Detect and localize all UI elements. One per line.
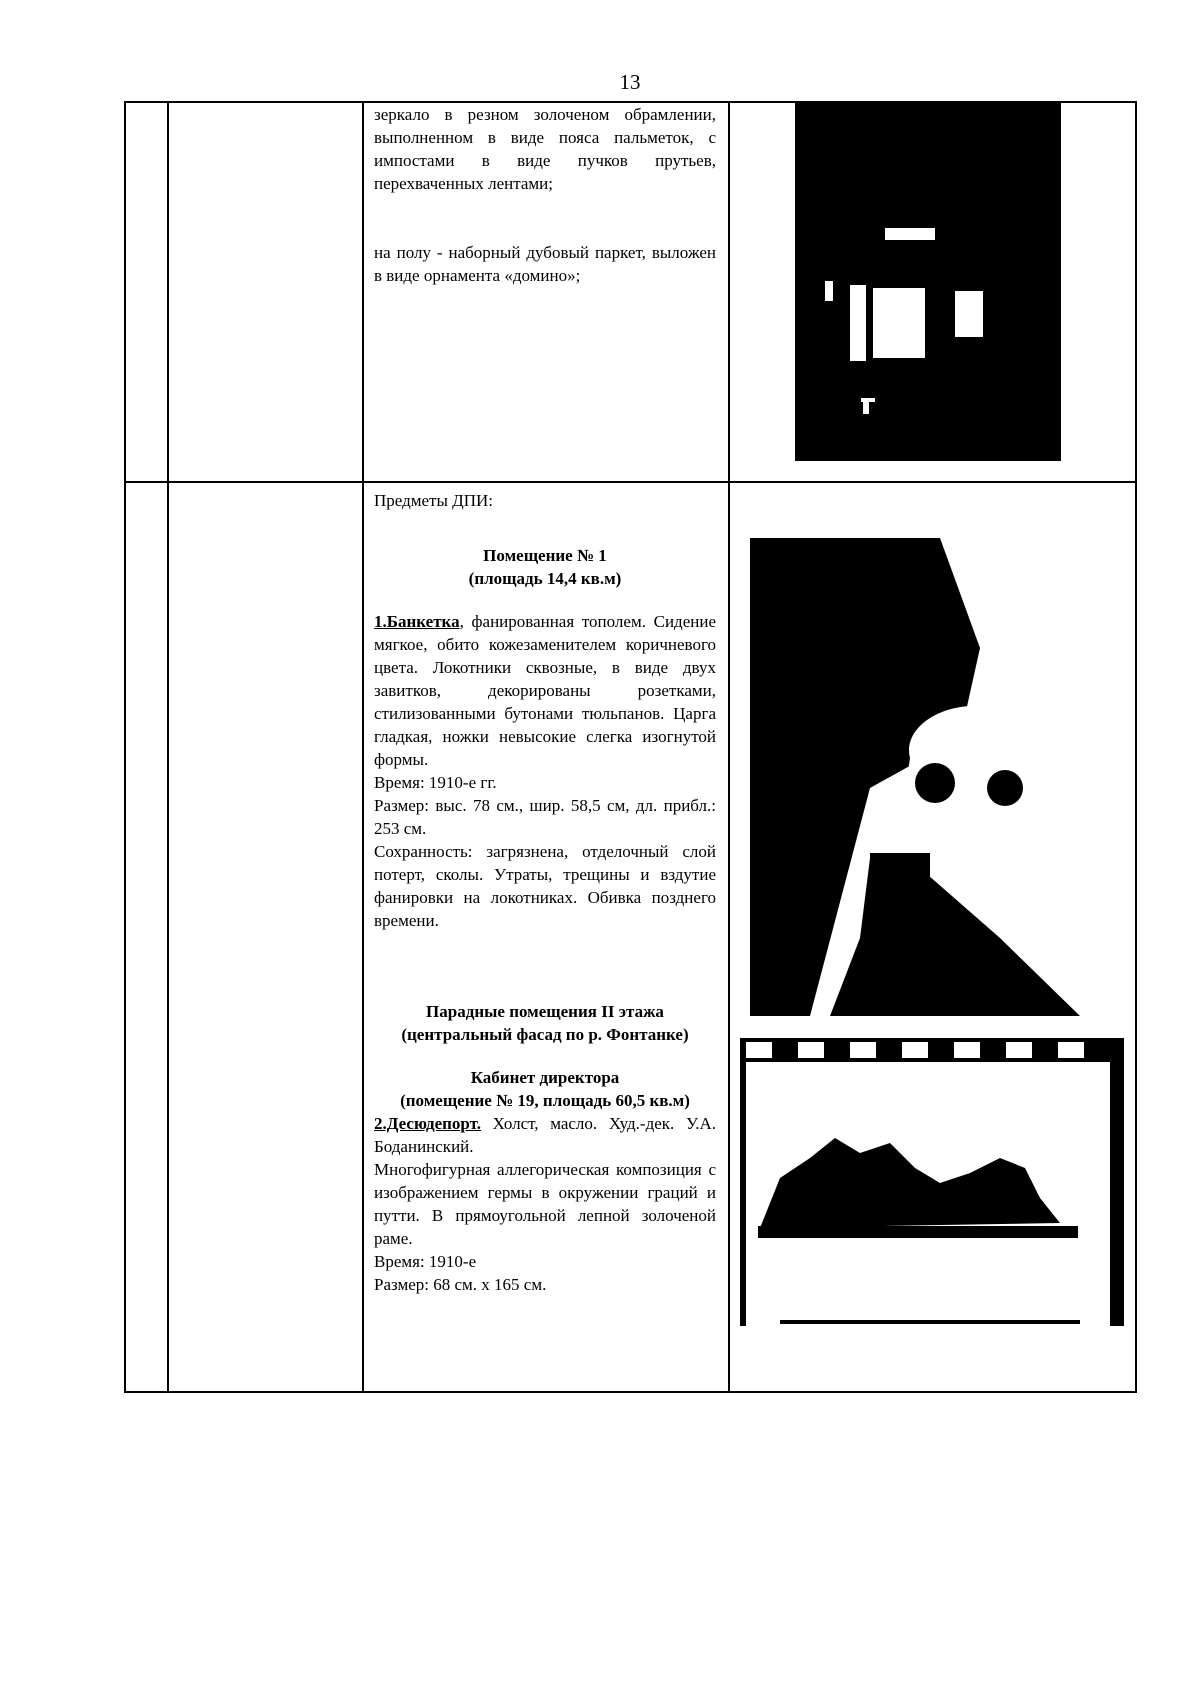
cell-description	[363, 482, 729, 1392]
section2-subtitle: (центральный фасад по р. Фонтанке)	[401, 1025, 689, 1044]
item1-name: 1.Банкетка	[374, 612, 460, 631]
dpi-heading: Предметы ДПИ:	[374, 491, 494, 510]
item1-time: Время: 1910-е гг.	[374, 773, 497, 792]
photo-banquette	[750, 538, 1112, 1016]
item2-text: 2.Десюдепорт. Холст, масло. Худ.-дек. У.А. Боданинский.	[374, 1114, 716, 1156]
item2-name: 2.Десюдепорт.	[374, 1114, 481, 1133]
item1-text: 1.Банкетка, фанированная тополем. Сидение мягкое, обито кожезаменителем коричневого цвета. Локотники сквозные, в виде двух завитков, декорированы розетками, стилизованными бутонами тюльпанов. Царга гладкая, ножки невысокие слегка изогнутой формы.	[374, 612, 716, 769]
room1-area: (площадь 14,4 кв.м)	[468, 569, 622, 588]
table-row	[125, 482, 1136, 1392]
section2-title: Парадные помещения II этажа	[426, 1002, 664, 1021]
cell-number	[125, 102, 168, 482]
page-number: 13	[619, 70, 641, 94]
mirror-text: зеркало в резном золоченом обрамлении, выполненном в виде пояса пальметок, с импостами в виде пучков прутьев, перехваченных лентами;	[374, 105, 716, 193]
cabinet-subtitle: (помещение № 19, площадь 60,5 кв.м)	[400, 1091, 690, 1110]
photo-interior	[795, 103, 1061, 461]
cell-name	[168, 102, 363, 482]
item1-size: Размер: выс. 78 см., шир. 58,5 см, дл. прибл.: 253 см.	[374, 796, 716, 838]
floor-text: на полу - наборный дубовый паркет, выложен в виде орнамента «домино»;	[374, 243, 716, 285]
cell-name	[168, 482, 363, 1392]
cell-number	[125, 482, 168, 1392]
room1-title: Помещение № 1	[483, 546, 607, 565]
item2-size: Размер: 68 см. х 165 см.	[374, 1275, 547, 1294]
cell-description	[363, 102, 729, 482]
cell-photo	[729, 482, 1136, 1392]
photo-painting	[740, 1038, 1124, 1326]
cabinet-title: Кабинет директора	[470, 1068, 620, 1087]
item1-condition: Сохранность: загрязнена, отделочный слой потерт, сколы. Утраты, трещины и вздутие фанировки на локотниках. Обивка позднего времени.	[374, 842, 716, 930]
cell-photo	[729, 102, 1136, 482]
table-row	[125, 102, 1136, 482]
inventory-table	[124, 101, 1137, 1393]
item2-description: Многофигурная аллегорическая композиция с изображением гермы в окружении граций и путти. В прямоугольной лепной золоченой раме.	[374, 1160, 716, 1248]
item2-time: Время: 1910-е	[374, 1252, 477, 1271]
